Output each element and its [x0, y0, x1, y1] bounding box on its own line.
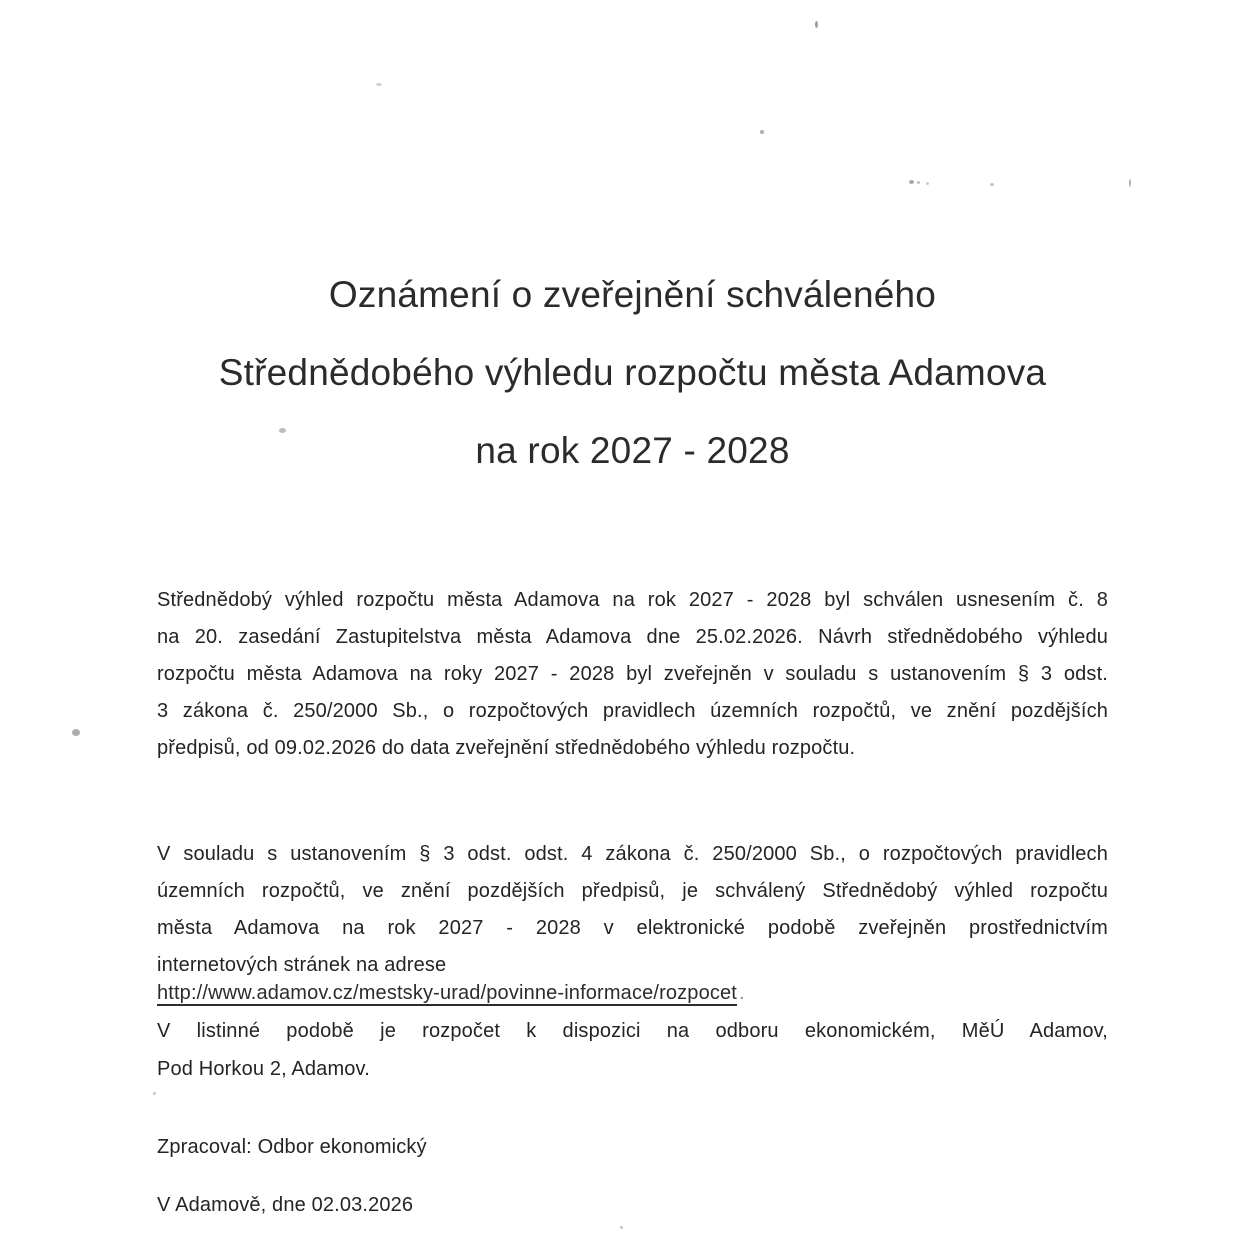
- budget-url-line: [157, 982, 1108, 1005]
- title-line-2: Střednědobého výhledu rozpočtu města Adamova: [218, 352, 1047, 393]
- prepared-by-line: Zpracoval: Odbor ekonomický: [157, 1136, 427, 1158]
- scan-artifact: [1129, 179, 1131, 187]
- paragraph-line: 3 zákona č. 250/2000 Sb., o rozpočtových pravidlech územních rozpočtů, ve znění pozdějších: [157, 700, 1108, 722]
- paragraph-approval-info: [157, 582, 1108, 767]
- scan-artifact: [990, 183, 994, 186]
- paragraph-line: předpisů, od 09.02.2026 do data zveřejnění střednědobého výhledu rozpočtu.: [157, 737, 856, 759]
- paragraph-line: rozpočtu města Adamova na roky 2027 - 2028 byl zveřejněn v souladu s ustanovením § 3 odst.: [157, 663, 1108, 685]
- scan-artifact: [72, 729, 80, 736]
- title-line-1: Oznámení o zveřejnění schváleného: [328, 274, 937, 315]
- paragraph-publication-info: [157, 836, 1108, 984]
- scan-artifact: [917, 181, 920, 184]
- scan-artifact: [815, 21, 818, 28]
- document-title: [157, 256, 1108, 490]
- scan-artifact: [760, 130, 764, 134]
- scan-artifact: [376, 83, 382, 86]
- paragraph-line: V souladu s ustanovením § 3 odst. odst. 4 zákona č. 250/2000 Sb., o rozpočtových pravidlech: [157, 843, 1108, 865]
- budget-url-link[interactable]: http://www.adamov.cz/mestsky-urad/povinne-informace/rozpocet: [157, 982, 737, 1004]
- url-trailing-mark: .: [738, 982, 745, 1004]
- paragraph-line: Střednědobý výhled rozpočtu města Adamova na rok 2027 - 2028 byl schválen usnesením č. 8: [157, 589, 1108, 611]
- paragraph-line: internetových stránek na adrese: [157, 954, 447, 976]
- scan-artifact: [926, 182, 929, 185]
- scan-artifact: [153, 1092, 156, 1095]
- scan-artifact: [620, 1226, 623, 1229]
- paragraph-line: V listinné podobě je rozpočet k dispozici na odboru ekonomickém, MěÚ Adamov,: [157, 1020, 1108, 1042]
- scan-artifact: [909, 180, 914, 184]
- title-line-3: na rok 2027 - 2028: [475, 430, 790, 471]
- paragraph-line: na 20. zasedání Zastupitelstva města Adamova dne 25.02.2026. Návrh střednědobého výhledu: [157, 626, 1108, 648]
- place-date-line: V Adamově, dne 02.03.2026: [157, 1194, 414, 1216]
- paragraph-line: města Adamova na rok 2027 - 2028 v elektronické podobě zveřejněn prostřednictvím: [157, 917, 1108, 939]
- paragraph-line: Pod Horkou 2, Adamov.: [157, 1058, 370, 1080]
- paragraph-line: územních rozpočtů, ve znění pozdějších předpisů, je schválený Střednědobý výhled rozpočtu: [157, 880, 1108, 902]
- paragraph-paper-copy-info: [157, 1012, 1108, 1088]
